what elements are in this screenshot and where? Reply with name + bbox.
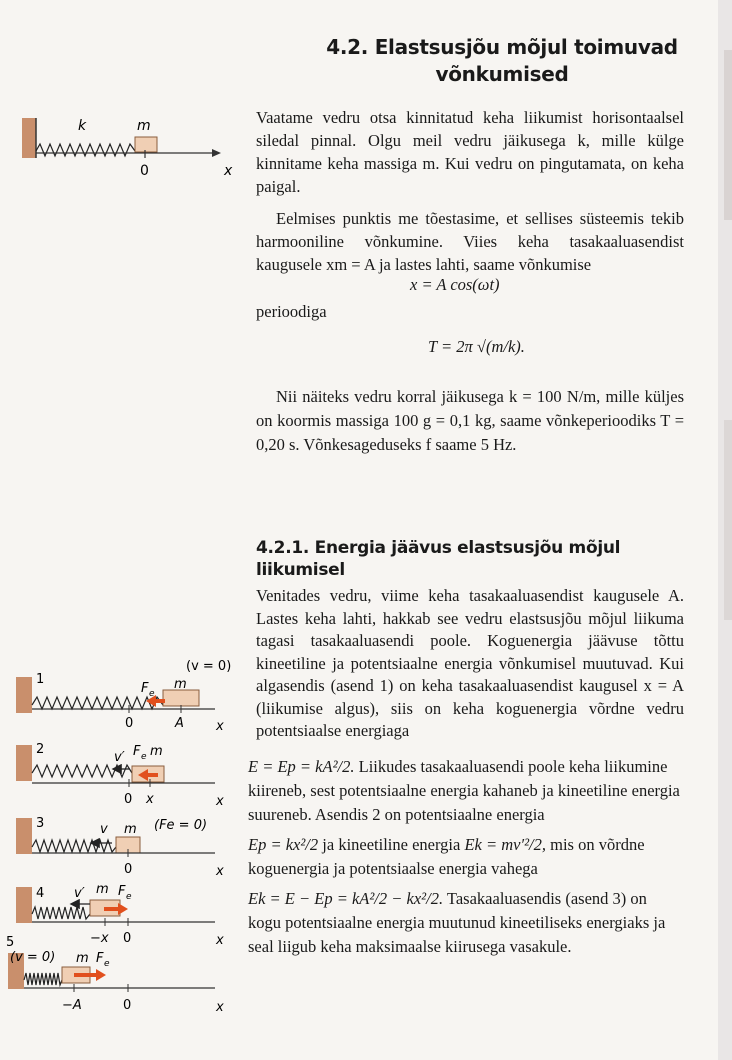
label-zero: 0 [140, 163, 149, 178]
mass-block [135, 137, 157, 152]
energy-paragraph-5: Tasakaaluasendis (asend 3) on kogu potentsiaalne energia muutunud kineetiliseks energiaks ja seal liigub keha maksimaalse kiirusega vasakule. [248, 889, 666, 956]
formula-motion: x = A cos(ωt) [410, 275, 500, 294]
position-4-zero: 0 [123, 931, 132, 946]
position-2-tick: x [146, 792, 154, 807]
position-4-force: F [118, 884, 126, 899]
equation-potential-energy: Ep = kx²/2 [248, 835, 319, 854]
position-2-force: F [133, 744, 141, 759]
spring [36, 144, 135, 156]
position-3-velocity: v [100, 822, 108, 837]
position-5-tick: −A [62, 998, 82, 1013]
position-1-force-sub: e [149, 689, 155, 699]
position-3-number: 3 [36, 816, 45, 831]
energy-paragraph-2: Liikudes tasakaaluasendi poole keha liikumine kiireneb, sest potentsiaalne energia kahaneb ja kineetiline energia suureneb. Asendis 2 on potentsiaalne energia [248, 757, 680, 824]
position-1 [16, 659, 231, 734]
energy-equations [248, 755, 684, 959]
position-2-mass: m [150, 744, 163, 759]
position-2 [16, 742, 224, 809]
formula-period: T = 2π √(m/k). [428, 337, 525, 356]
position-1-number: 1 [36, 672, 45, 687]
position-3-mass: m [124, 822, 137, 837]
position-4-mass: m [96, 882, 109, 897]
position-3-x: x [216, 864, 224, 879]
position-1-note: (v = 0) [186, 659, 232, 674]
position-5-note: (v = 0) [10, 950, 56, 965]
position-4-number: 4 [36, 886, 45, 901]
position-3-zero: 0 [124, 862, 133, 877]
position-4-x: x [216, 933, 224, 948]
label-k: k [78, 118, 87, 134]
position-5-zero: 0 [123, 998, 132, 1013]
position-5 [6, 935, 224, 1015]
position-3 [16, 816, 224, 879]
energy-paragraph-1: Venitades vedru, viime keha tasakaaluasendist kaugusele A. Lastes keha lahti, hakkab see vedru elastsusjõu mõjul liikuma tagasi tasakaaluasendi poole. Koguenergia jäävuse tõttu kineetiline ja potentsiaalne energia võnkumisel muutuvad. Kui algasendis (asend 1) on keha tasakaaluasendist kaugusel x = A (liikumise algus), siis on keha koguenergia võrdne vedru potentsiaalse energiaga [256, 586, 684, 740]
page-edge [718, 0, 732, 1060]
wall [22, 118, 36, 158]
position-4-tick: −x [90, 931, 109, 946]
position-1-zero: 0 [125, 716, 134, 731]
label-x: x [224, 163, 233, 178]
intro-paragraph-3: perioodiga [256, 302, 327, 321]
position-3-note: (Fe = 0) [154, 818, 208, 833]
position-4 [16, 882, 224, 948]
equation-kinetic-difference: Ek = E − Ep = kA²/2 − kx²/2. [248, 889, 444, 908]
equation-total-energy: E = Ep = kA²/2. [248, 757, 355, 776]
position-2-number: 2 [36, 742, 45, 757]
intro-paragraph-4: Nii näiteks vedru korral jäikusega k = 100 N/m, mille küljes on koormis massiga 100 g = 0,1 kg, saame võnkeperioodiks T = 0,20 s. Võnkesageduseks f saame 5 Hz. [256, 387, 684, 454]
equation-kinetic-energy: Ek = mv′²/2, [464, 835, 547, 854]
intro-paragraph-2: Eelmises punktis me tõestasime, et sellises süsteemis tekib harmooniline võnkumine. Viies keha tasakaaluasendist kaugusele xm = A ja lastes lahti, saame võnkumise [256, 209, 684, 274]
position-4-force-sub: e [126, 892, 132, 902]
position-2-velocity: v′ [114, 750, 125, 765]
label-m: m [137, 118, 151, 134]
position-2-force-sub: e [141, 752, 147, 762]
position-1-force: F [141, 681, 149, 696]
position-5-force: F [96, 951, 104, 966]
position-2-x: x [216, 794, 224, 809]
figure-spring-mass [16, 108, 248, 178]
position-5-x: x [216, 1000, 224, 1015]
position-5-force-sub: e [104, 959, 110, 969]
position-2-zero: 0 [124, 792, 133, 807]
position-1-x: x [216, 719, 224, 734]
position-1-mass: m [174, 677, 187, 692]
subsection-title: 4.2.1. Energia jäävus elastsusjõu mõjul liikumisel [256, 538, 621, 580]
intro-paragraph-1: Vaatame vedru otsa kinnitatud keha liikumist horisontaalsel siledal pinnal. Olgu meil vedru jäikusega k, mille külge kinnitame keha massiga m. Kui vedru on pingutamata, on keha paigal. [256, 108, 684, 196]
position-1-tick: A [175, 716, 184, 731]
energy-paragraph-3: ja kineetiline energia [322, 835, 461, 854]
position-5-number: 5 [6, 935, 15, 950]
position-5-mass: m [76, 951, 89, 966]
figure-oscillation-positions [0, 655, 245, 1025]
position-4-velocity: v′ [74, 886, 85, 901]
energy-paragraph-4: mis on võrdne koguenergia ja potentsiaalse energia vahega [248, 835, 645, 878]
section-title: 4.2. Elastsusjõu mõjul toimuvad võnkumised [326, 35, 678, 86]
